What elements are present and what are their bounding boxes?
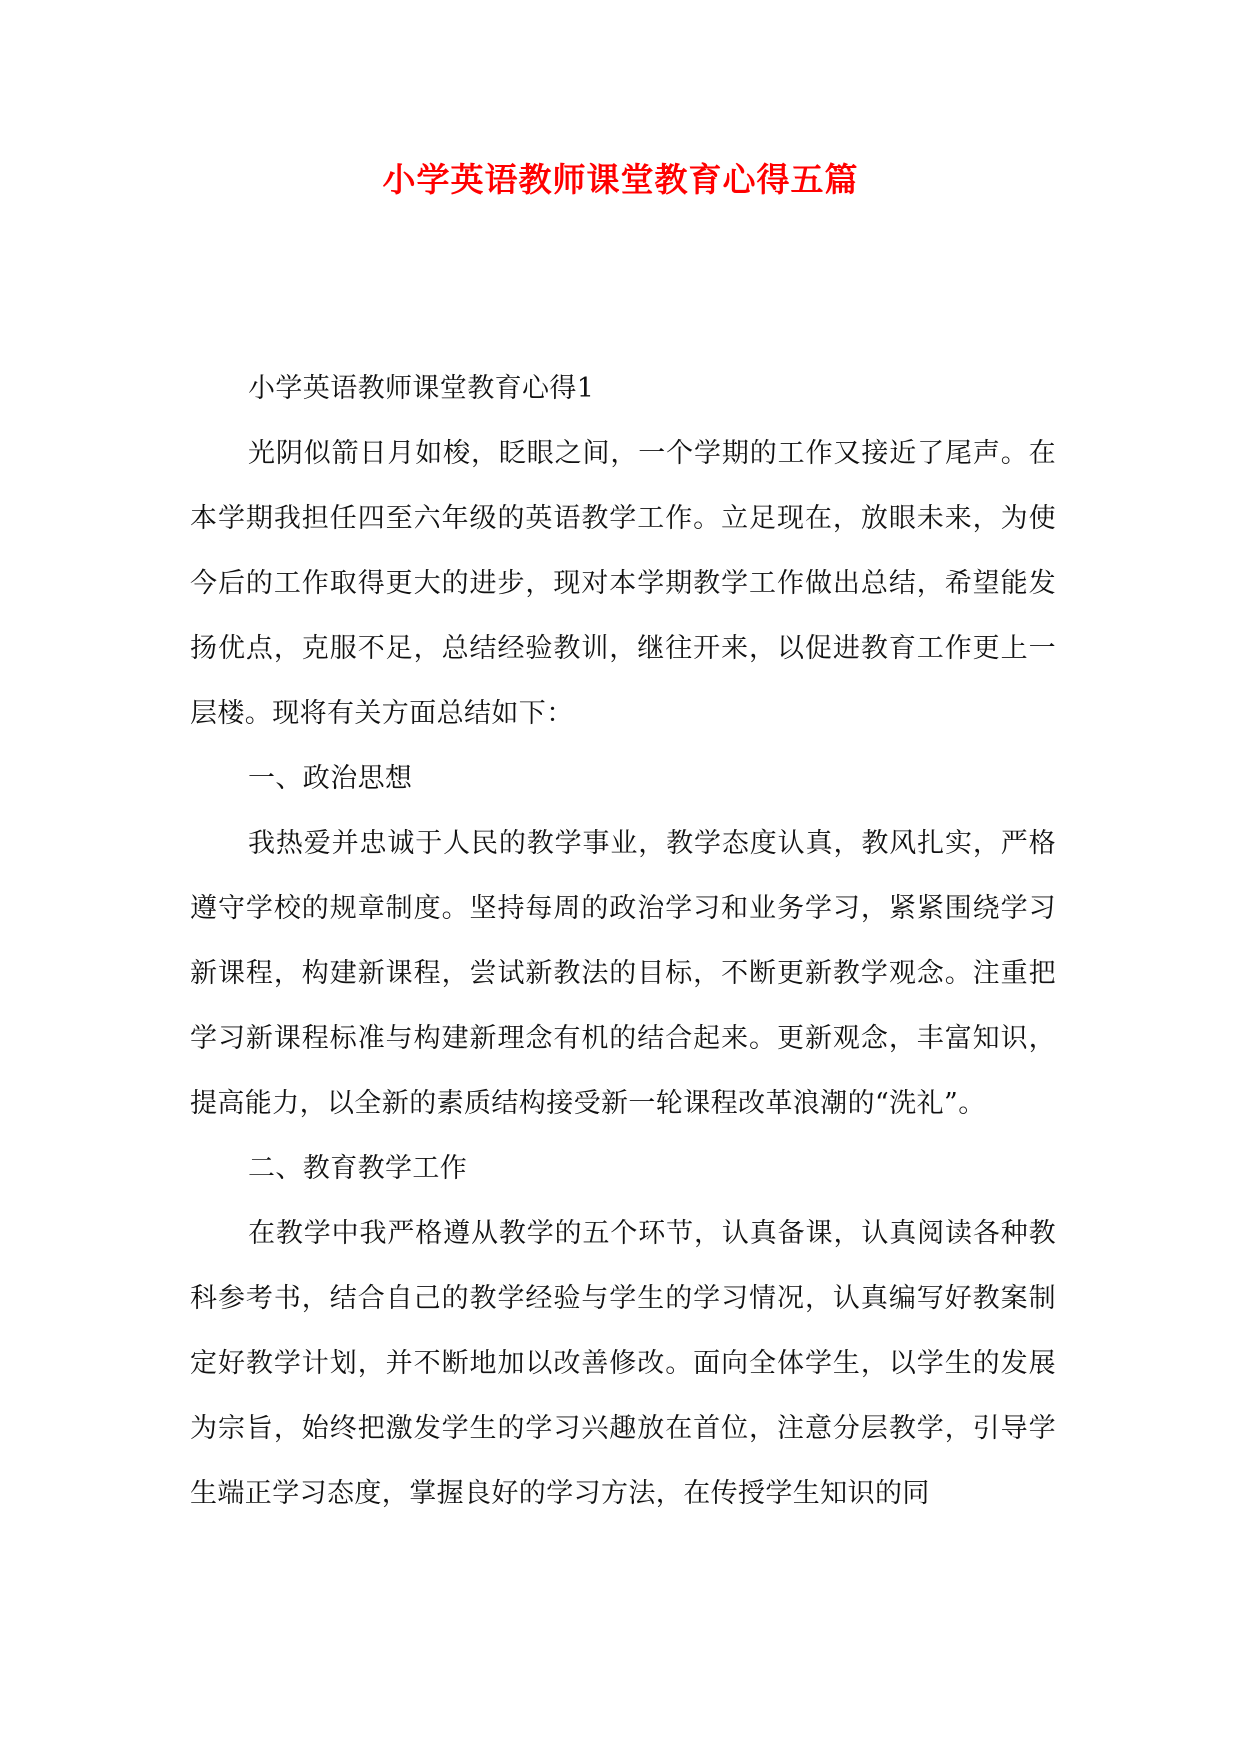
document-body	[190, 356, 1056, 1526]
document-title: 小学英语教师课堂教育心得五篇	[382, 160, 859, 199]
body-paragraph: 光阴似箭日月如梭，眨眼之间，一个学期的工作又接近了尾声。在本学期我担任四至六年级的英语教学工作。立足现在，放眼未来，为使今后的工作取得更大的进步，现对本学期教学工作做出总结，希望能发扬优点，克服不足，总结经验教训，继往开来，以促进教育工作更上一层楼。现将有关方面总结如下：	[190, 438, 1056, 729]
body-paragraph: 在教学中我严格遵从教学的五个环节，认真备课，认真阅读各种教科参考书，结合自己的教学经验与学生的学习情况，认真编写好教案制定好教学计划，并不断地加以改善修改。面向全体学生，以学生的发展为宗旨，始终把激发学生的学习兴趣放在首位，注意分层教学，引导学生端正学习态度，掌握良好的学习方法，在传授学生知识的同	[190, 1218, 1056, 1509]
section-heading: 二、教育教学工作	[248, 1153, 468, 1184]
section-heading: 一、政治思想	[248, 763, 413, 794]
body-paragraph: 我热爱并忠诚于人民的教学事业，教学态度认真，教风扎实，严格遵守学校的规章制度。坚持每周的政治学习和业务学习，紧紧围绕学习新课程，构建新课程，尝试新教法的目标，不断更新教学观念。注重把学习新课程标准与构建新理念有机的结合起来。更新观念，丰富知识，提高能力，以全新的素质结构接受新一轮课程改革浪潮的“洗礼”。	[190, 828, 1056, 1119]
section-heading: 小学英语教师课堂教育心得1	[248, 373, 595, 404]
